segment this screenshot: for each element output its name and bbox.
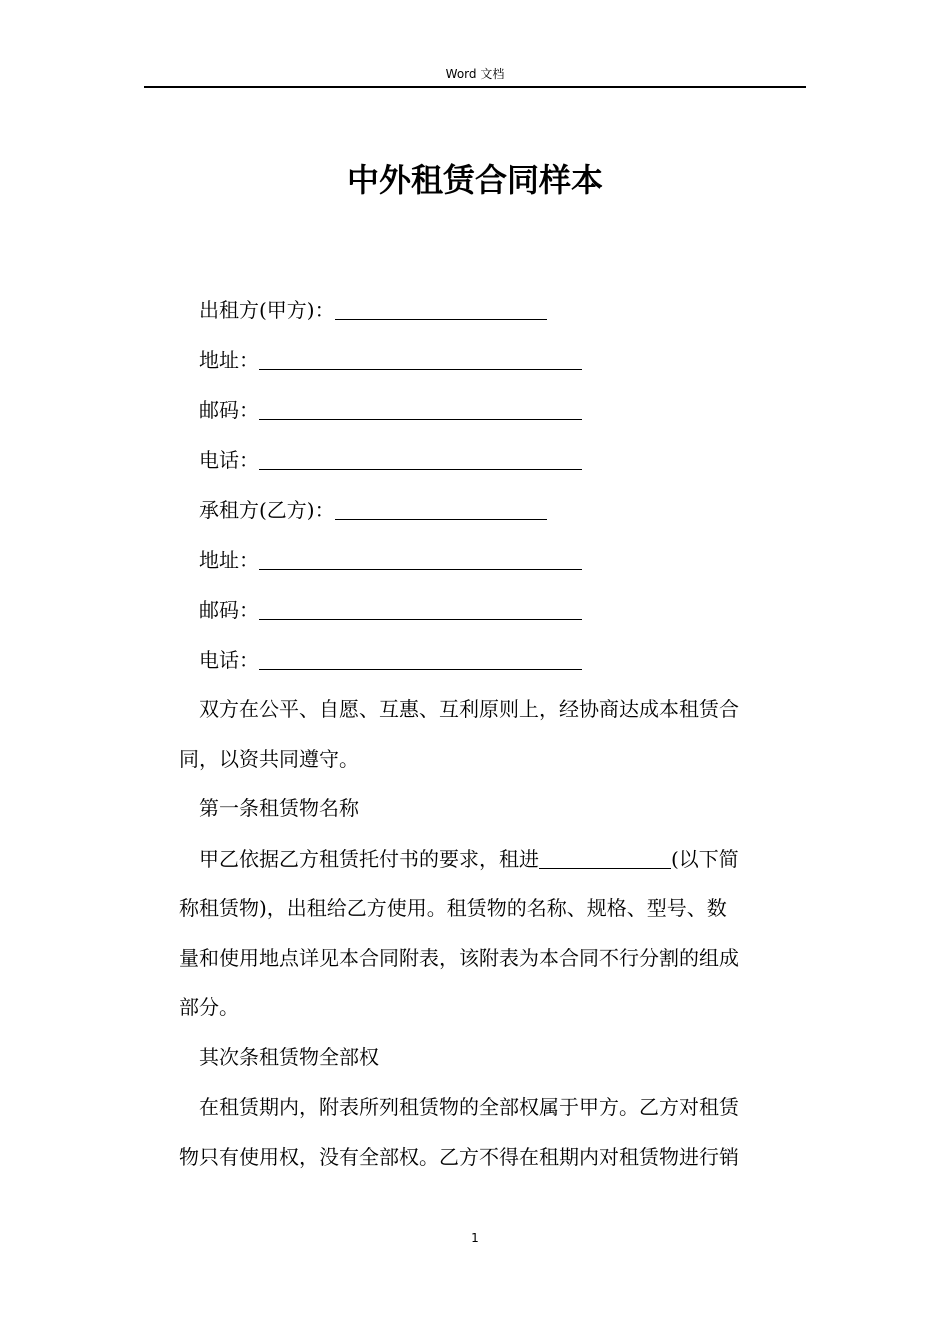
fill-in-blank[interactable] xyxy=(259,451,582,470)
document-title: 中外租赁合同样本 xyxy=(346,161,603,199)
field-label: 电话： xyxy=(199,648,259,672)
article-1-line: 称租赁物)，出租给乙方使用。租赁物的名称、规格、型号、数 xyxy=(179,896,727,920)
lessor-address-field xyxy=(199,346,809,374)
lessee-postcode-field xyxy=(199,596,809,624)
page-header: Word 文档 xyxy=(445,67,505,81)
lessor-postcode-field xyxy=(199,396,809,424)
field-label: 邮码： xyxy=(199,598,259,622)
field-label: 邮码： xyxy=(199,398,259,422)
lessee-phone-field xyxy=(199,646,809,674)
field-label: 地址： xyxy=(199,548,259,572)
article-2-heading: 其次条租赁物全部权 xyxy=(199,1045,379,1069)
fill-in-blank[interactable] xyxy=(335,501,547,520)
fill-in-blank[interactable] xyxy=(335,301,547,320)
article-1-line xyxy=(199,845,809,873)
lessee-name-field xyxy=(199,496,809,524)
preamble-line: 同，以资共同遵守。 xyxy=(179,747,359,771)
fill-in-blank[interactable] xyxy=(259,401,582,420)
article-2-line: 在租赁期内，附表所列租赁物的全部权属于甲方。乙方对租赁 xyxy=(199,1095,739,1119)
field-label: 电话： xyxy=(199,448,259,472)
article-1-text: (以下简 xyxy=(671,847,739,871)
article-1-line: 部分。 xyxy=(179,995,239,1019)
fill-in-blank[interactable] xyxy=(259,351,582,370)
page-number: 1 xyxy=(471,1231,479,1245)
article-1-line: 量和使用地点详见本合同附表，该附表为本合同不行分割的组成 xyxy=(179,946,739,970)
field-label: 承租方(乙方)： xyxy=(199,498,335,522)
article-1-text: 甲乙依据乙方租赁托付书的要求，租进 xyxy=(199,847,539,871)
field-label: 地址： xyxy=(199,348,259,372)
article-1-heading: 第一条租赁物名称 xyxy=(199,796,359,820)
fill-in-blank[interactable] xyxy=(259,651,582,670)
fill-in-blank[interactable] xyxy=(259,551,582,570)
lessor-name-field xyxy=(199,296,809,324)
fill-in-blank[interactable] xyxy=(259,601,582,620)
header-rule xyxy=(144,86,806,88)
lessor-phone-field xyxy=(199,446,809,474)
lessee-address-field xyxy=(199,546,809,574)
preamble-line: 双方在公平、自愿、互惠、互利原则上，经协商达成本租赁合 xyxy=(199,697,739,721)
fill-in-blank[interactable] xyxy=(539,850,671,869)
article-2-line: 物只有使用权，没有全部权。乙方不得在租期内对租赁物进行销 xyxy=(179,1145,739,1169)
field-label: 出租方(甲方)： xyxy=(199,298,335,322)
